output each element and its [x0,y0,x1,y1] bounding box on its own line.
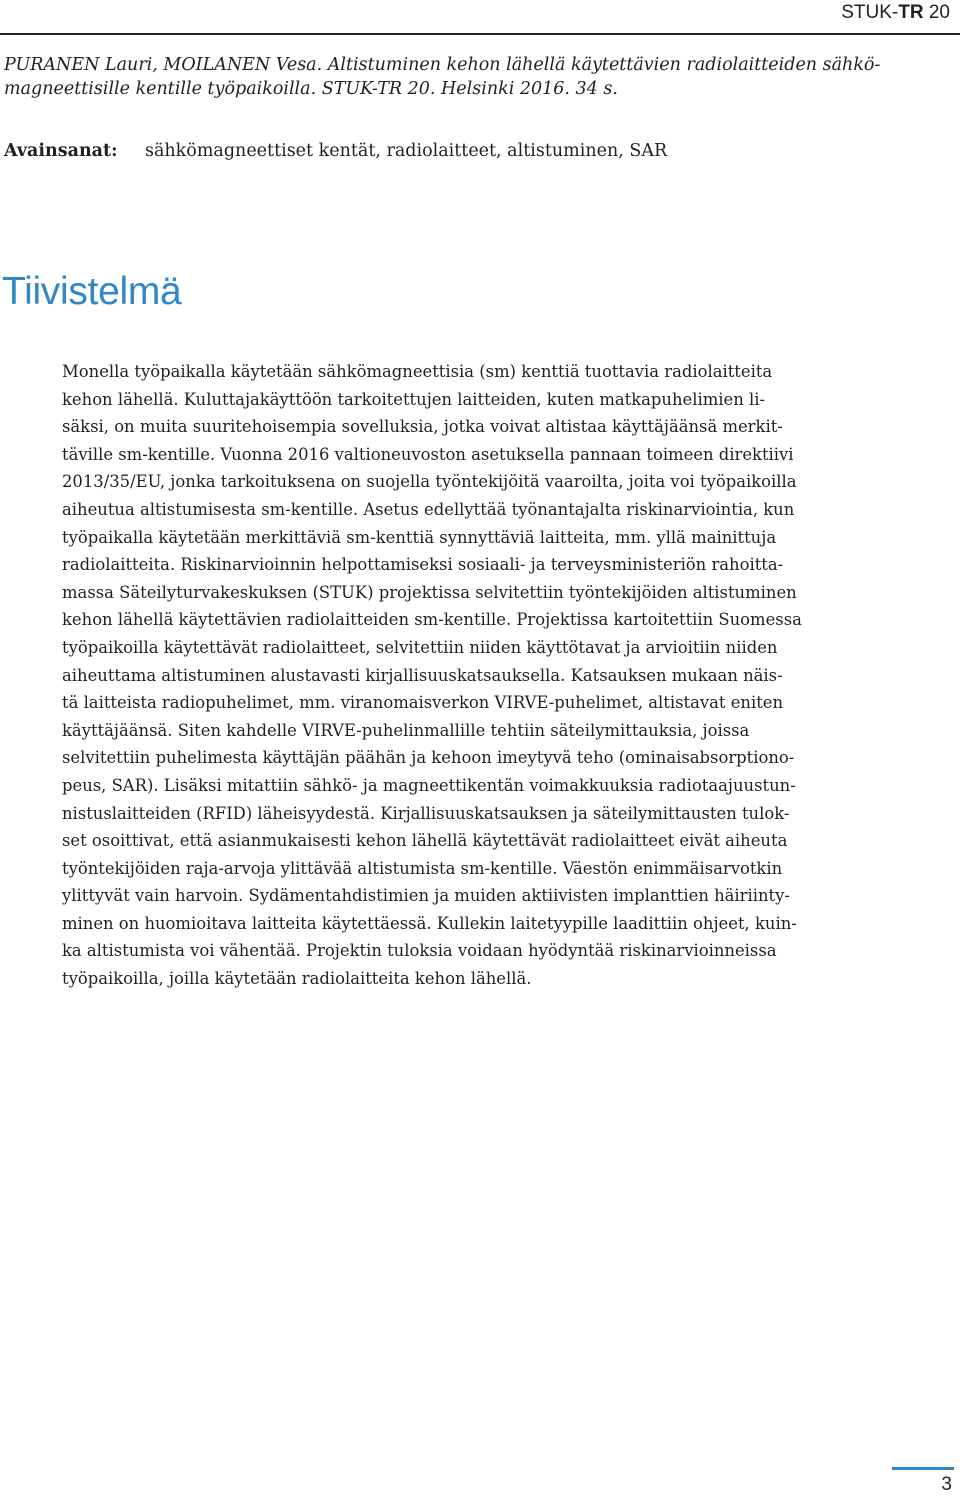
summary-line: ylittyvät vain harvoin. Sydämentahdistimien ja muiden aktiivisten implanttien häiriinty- [62,886,790,906]
summary-line: aiheutua altistumisesta sm-kentille. Asetus edellyttää työnantajalta riskinarviointia, kun [62,499,795,519]
summary-line: käyttäjäänsä. Siten kahdelle VIRVE-puhelinmallille tehtiin säteilymittauksia, joissa [62,720,750,740]
summary-line: nistuslaitteiden (RFID) läheisyydestä. Kirjallisuuskatsauksen ja säteilymittausten tulok- [62,803,790,823]
summary-line: kehon lähellä käytettävien radiolaitteiden sm-kentille. Projektissa kartoitettiin Suomessa [62,610,802,630]
summary-line: tä laitteista radiopuhelimet, mm. viranomaisverkon VIRVE-puhelimet, altistavat eniten [62,693,784,713]
report-series-label [841,2,950,24]
summary-heading: Tiivistelmä [2,270,182,313]
summary-line: ka altistumista voi vähentää. Projektin tuloksia voidaan hyödyntää riskinarvioinneissa [62,941,777,961]
keywords-value: sähkömagneettiset kentät, radiolaitteet, altistuminen, SAR [145,141,668,161]
series-code: TR [898,2,924,23]
summary-line: työpaikalla käytetään merkittäviä sm-kenttiä synnyttäviä laitteita, mm. yllä mainittuja [62,527,777,547]
summary-line: työntekijöiden raja-arvoja ylittävää altistumista sm-kentille. Väestön enimmäisarvotkin [62,858,783,878]
summary-line: set osoittivat, että asianmukaisesti kehon lähellä käytettävät radiolaitteet eivät aiheuta [62,831,788,851]
page-number: 3 [941,1474,952,1495]
citation-line: magneettisille kentille työpaikoilla. STUK-TR 20. Helsinki 2016. 34 s. [4,79,618,99]
summary-line: selvitettiin puhelimesta käyttäjän päähän ja kehoon imeytyvä teho (ominaisabsorptiono- [62,748,795,768]
summary-line: täville sm-kentille. Vuonna 2016 valtioneuvoston asetuksella pannaan toimeen direktiivi [62,444,794,464]
citation [4,53,924,101]
series-prefix: STUK- [841,2,899,23]
summary-line: Monella työpaikalla käytetään sähkömagneettisia (sm) kenttiä tuottavia radiolaitteita [62,362,773,381]
summary-line: massa Säteilyturvakeskuksen (STUK) projektissa selvitettiin työntekijöiden altistuminen [62,582,797,602]
summary-line: minen on huomioitava laitteita käytettäessä. Kullekin laitetyypille laadittiin ohjeet, kuin- [62,913,797,933]
series-number: 20 [923,2,950,23]
citation-line: PURANEN Lauri, MOILANEN Vesa. Altistuminen kehon lähellä käytettävien radiolaitteiden sähkö- [4,55,881,75]
summary-line: säksi, on muita suuritehoisempia sovelluksia, jotka voivat altistaa käyttäjäänsä merkit- [62,417,783,437]
summary-line: työpaikoilla, joilla käytetään radiolaitteita kehon lähellä. [62,969,532,989]
summary-line: peus, SAR). Lisäksi mitattiin sähkö- ja magneettikentän voimakkuuksia radiotaajuustun- [62,775,796,795]
page-number-rule [892,1467,954,1470]
summary-line: 2013/35/EU, jonka tarkoituksena on suojella työntekijöitä vaaroilta, joita voi työpaikoilla [62,472,797,492]
keywords [4,139,667,163]
header-divider [0,33,960,35]
summary-line: kehon lähellä. Kuluttajakäyttöön tarkoitettujen laitteiden, kuten matkapuhelimien li- [62,389,765,409]
keywords-label: Avainsanat: [4,141,118,161]
summary-line: aiheuttama altistuminen alustavasti kirjallisuuskatsauksella. Katsauksen mukaan näis- [62,665,783,685]
summary-body [62,358,892,993]
summary-line: radiolaitteita. Riskinarvioinnin helpottamiseksi sosiaali- ja terveysministeriön rahoitta- [62,555,784,575]
summary-line: työpaikoilla käytettävät radiolaitteet, selvitettiin niiden käyttötavat ja arvioitiin niiden [62,637,778,657]
